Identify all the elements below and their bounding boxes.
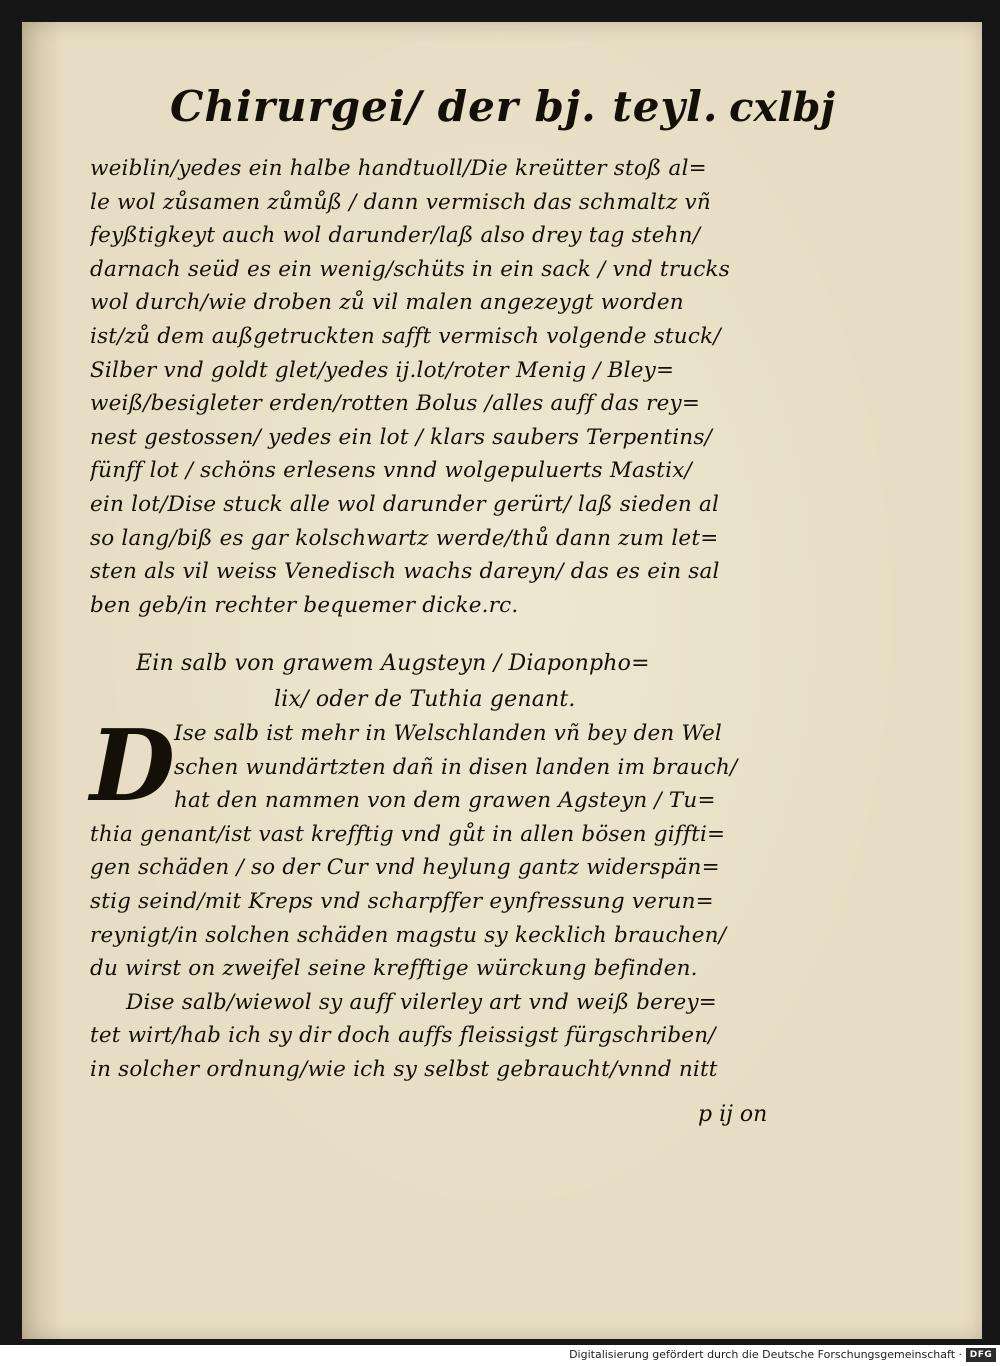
heading-line: Ein salb von grawem Augsteyn / Diaponpho= xyxy=(136,651,650,676)
text-line: ein lot/Dise stuck alle wol darunder gerürt/ laß sieden al xyxy=(90,491,720,517)
heading-line: lix/ oder de Tuthia genant. xyxy=(274,687,576,712)
text-line: ist/zů dem außgetruckten safft vermisch volgende stuck/ xyxy=(90,323,721,349)
folio-number: cxlbj xyxy=(729,84,835,131)
text-line: sten als vil weiss Venedisch wachs dareyn/ das es ein sal xyxy=(90,559,720,585)
digitization-footer xyxy=(0,1345,1000,1366)
text-line: Ise salb ist mehr in Welschlanden vñ bey den Wel xyxy=(174,721,723,746)
dfg-logo: DFG xyxy=(966,1348,996,1362)
text-line: Silber vnd goldt glet/yedes ij.lot/roter Menig / Bley= xyxy=(90,357,675,383)
text-line: in solcher ordnung/wie ich sy selbst gebraucht/vnnd nitt xyxy=(90,1056,718,1082)
book-page xyxy=(22,22,982,1339)
text-line: darnach seüd es ein wenig/schüts in ein sack / vnd trucks xyxy=(90,256,730,282)
text-line: feyßtigkeyt auch wol darunder/laß also drey tag stehn/ xyxy=(90,223,701,249)
text-line: weiblin/yedes ein halbe handtuoll/Die kreütter stoß al= xyxy=(90,156,707,181)
paragraph-2 xyxy=(90,709,817,1117)
text-line: schen wundärtzten dañ in disen landen im brauch/ xyxy=(174,754,738,780)
catchword: p ij on xyxy=(698,1102,768,1127)
text-line: fünff lot / schöns erlesens vnnd wolgepuluerts Mastix/ xyxy=(90,458,692,484)
text-line: reynigt/in solchen schäden magstu sy kecklich brauchen/ xyxy=(90,922,727,948)
text-line: du wirst on zweifel seine krefftige würckung befinden. xyxy=(90,956,698,982)
text-line: gen schäden / so der Cur vnd heylung gantz widerspän= xyxy=(90,855,720,881)
text-line: hat den nammen von dem grawen Agsteyn / Tu= xyxy=(174,788,716,814)
text-line: wol durch/wie droben zů vil malen angezeygt worden xyxy=(90,290,684,316)
text-line: thia genant/ist vast krefftig vnd gůt in allen bösen giffti= xyxy=(90,821,726,847)
running-head xyxy=(170,82,835,160)
text-line: tet wirt/hab ich sy dir doch auffs fleissigst fürgschriben/ xyxy=(90,1023,716,1049)
text-line: weiß/besigleter erden/rotten Bolus /alles auff das rey= xyxy=(90,391,701,417)
section-heading xyxy=(136,646,816,718)
funding-credit: Digitalisierung gefördert durch die Deutsche Forschungsgemeinschaft · xyxy=(569,1348,962,1361)
text-line: Dise salb/wiewol sy auff vilerley art vnd weiß berey= xyxy=(126,989,718,1015)
text-line: nest gestossen/ yedes ein lot / klars saubers Terpentins/ xyxy=(90,424,713,450)
text-line: le wol zůsamen zůmůß / dann vermisch das schmaltz vñ xyxy=(90,189,711,215)
paragraph-1 xyxy=(90,152,817,622)
decorated-initial: D xyxy=(90,709,175,824)
text-line: ben geb/in rechter bequemer dicke.rc. xyxy=(90,592,519,618)
running-title: Chirurgei/ der bj. teyl. xyxy=(170,82,719,131)
text-line: so lang/biß es gar kolschwartz werde/thů dann zum let= xyxy=(90,525,719,551)
text-line: stig seind/mit Kreps vnd scharpffer eynfressung verun= xyxy=(90,888,714,914)
